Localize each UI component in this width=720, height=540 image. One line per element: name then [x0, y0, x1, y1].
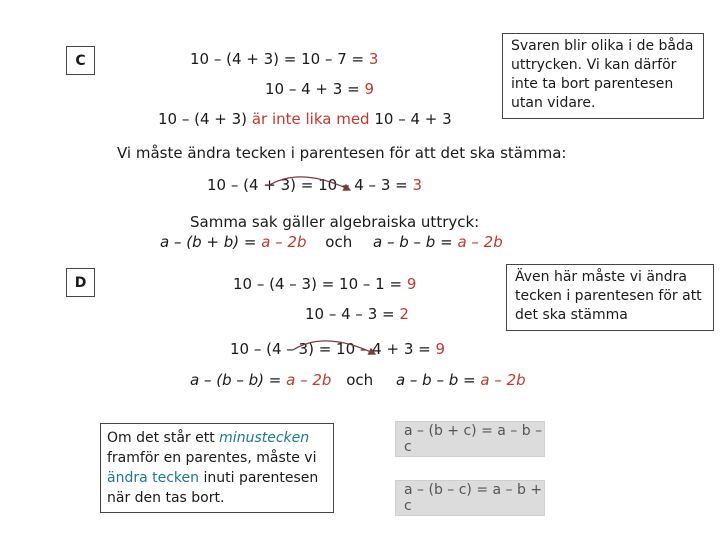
label-c: C	[66, 46, 95, 75]
formula-box-plus: a – (b + c) = a – b – c	[395, 421, 545, 457]
label-d: D	[66, 268, 95, 297]
formula-box-minus: a – (b – c) = a – b + c	[395, 480, 545, 516]
arrow-c-fix	[268, 177, 350, 190]
c-line2: 10 – 4 + 3 = 9	[265, 80, 374, 98]
alg-d-line: a – (b – b) = a – 2b och a – b – b = a – 2b	[190, 371, 526, 389]
d-line1: 10 – (4 – 3) = 10 – 1 = 9	[233, 275, 417, 293]
c-line1: 10 – (4 + 3) = 10 – 7 = 3	[190, 50, 379, 68]
same-algebra-text: Samma sak gäller algebraiska uttryck:	[190, 213, 480, 231]
d-line2: 10 – 4 – 3 = 2	[305, 305, 409, 323]
rule-box: Om det står ett minustecken framför en parentes, måste vi ändra tecken inuti parentesen när den tas bort.	[100, 423, 334, 513]
note-box-d: Även här måste vi ändra tecken i parentesen för att det ska stämma	[506, 264, 714, 331]
d-fix-line: 10 – (4 – 3) = 10 – 4 + 3 = 9	[230, 340, 446, 358]
note-box-c: Svaren blir olika i de båda uttrycken. Vi kan därför inte ta bort parentesen utan vidare.	[502, 33, 704, 119]
c-line3: 10 – (4 + 3) är inte lika med 10 – 4 + 3	[158, 110, 452, 128]
alg-c-line: a – (b + b) = a – 2b och a – b – b = a – 2b	[160, 233, 503, 251]
arrow-d-fix	[293, 341, 375, 354]
c-fix-line: 10 – (4 + 3) = 10 – 4 – 3 = 3	[207, 176, 423, 194]
must-change-text: Vi måste ändra tecken i parentesen för att det ska stämma:	[117, 144, 567, 162]
